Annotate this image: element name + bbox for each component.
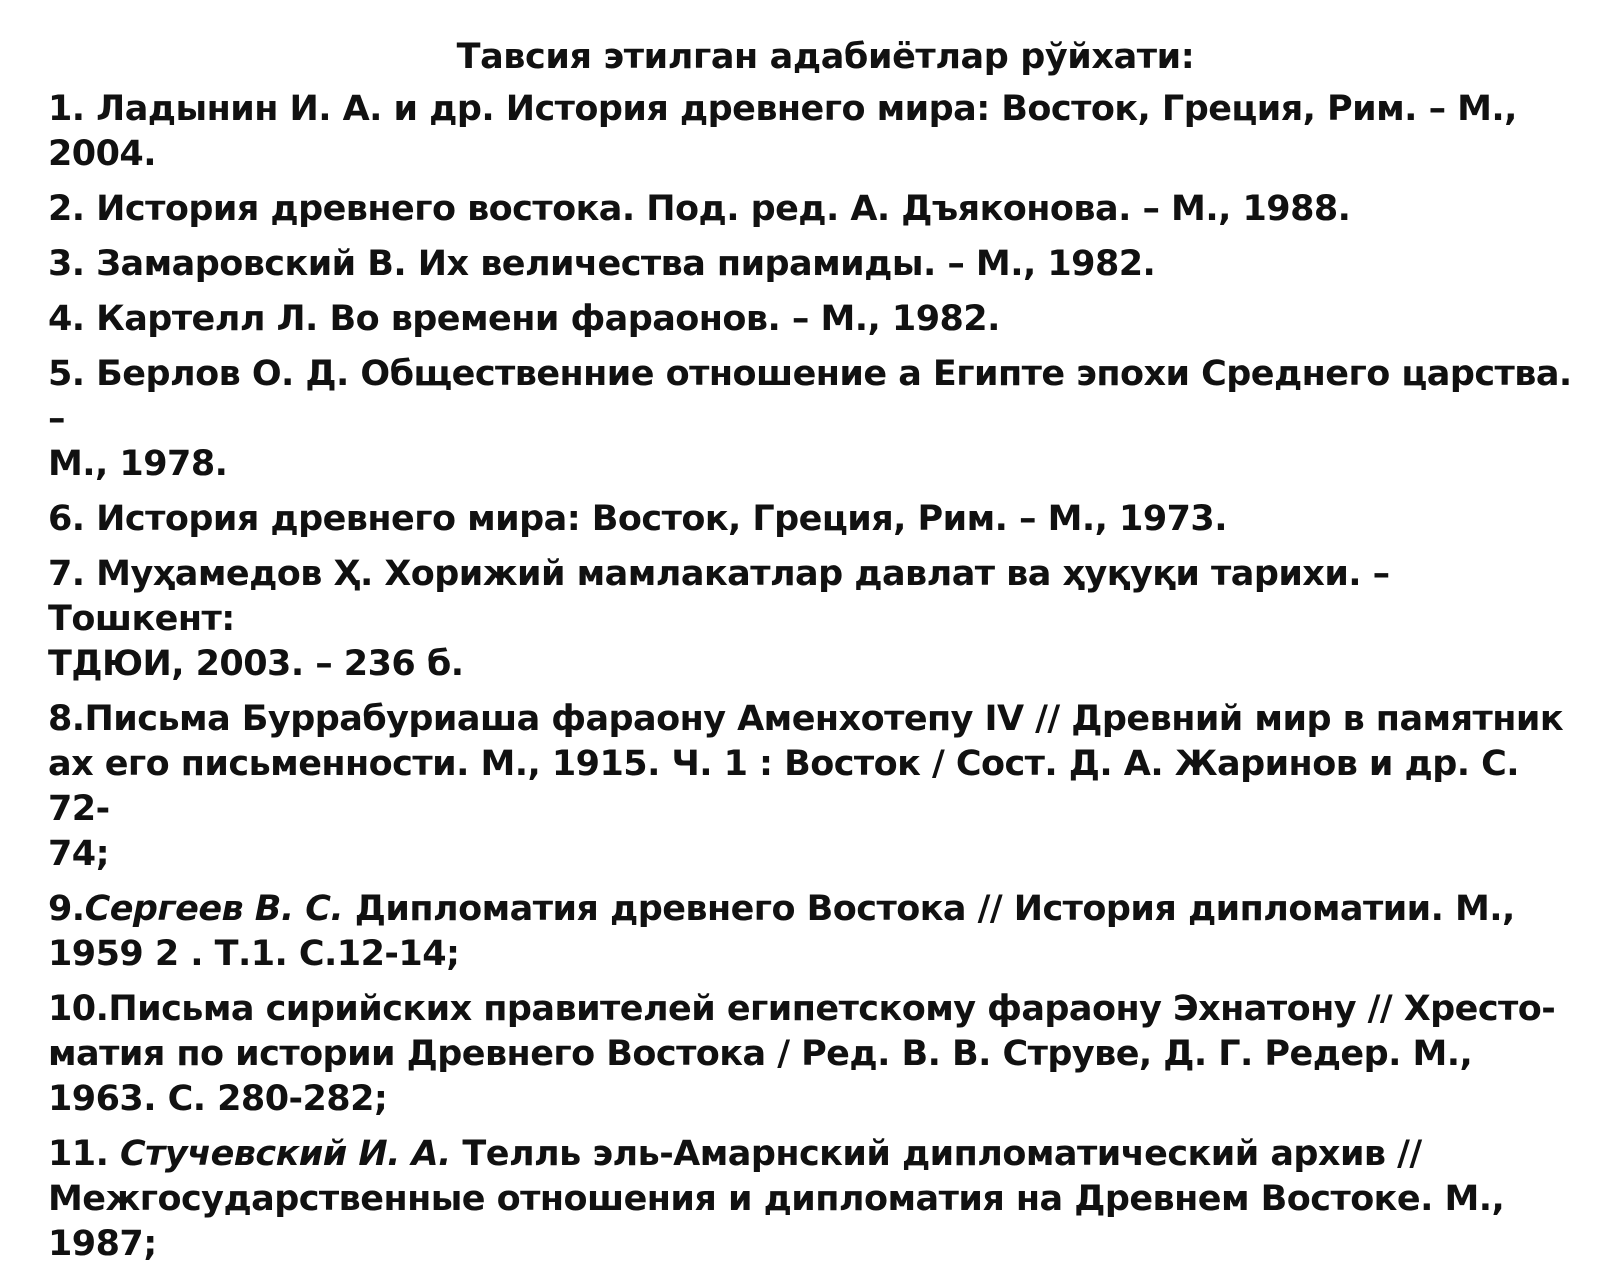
- reference-line: 5. Берлов О. Д. Общественние отношение а Египте эпохи Среднего царства. –: [48, 354, 1572, 439]
- reference-number: 9.: [48, 889, 85, 929]
- page-title: Тавсия этилган адабиётлар рўйхати:: [456, 37, 1195, 77]
- reference-line: 8.Письма Буррабуриаша фараону Аменхотепу IV // Древний мир в памятник: [48, 699, 1564, 739]
- reference-line: 6. История древнего мира: Восток, Греция, Рим. – М., 1973.: [48, 499, 1227, 539]
- reference-item: [48, 352, 1573, 487]
- reference-line: 1959 2 . Т.1. С.12-14;: [48, 934, 460, 974]
- reference-line: 2. История древнего востока. Под. ред. А. Дъяконова. – М., 1988.: [48, 189, 1351, 229]
- reference-line: 4. Картелл Л. Во времени фараонов. – М., 1982.: [48, 299, 1000, 339]
- reference-item: [48, 297, 1573, 342]
- reference-author: Стучевский И. А.: [120, 1134, 451, 1174]
- reference-line: 3. Замаровский В. Их величества пирамиды. – М., 1982.: [48, 244, 1156, 284]
- reference-item: [48, 497, 1573, 542]
- reference-line: 7. Муҳамедов Ҳ. Хорижий мамлакатлар давлат ва ҳуқуқи тарихи. – Тошкент:: [48, 554, 1390, 639]
- reference-item: [48, 87, 1573, 177]
- reference-number: 11.: [48, 1134, 120, 1174]
- reference-item: [48, 987, 1573, 1122]
- reference-item: [48, 242, 1573, 287]
- reference-item: [48, 887, 1573, 977]
- reference-line: 1. Ладынин И. А. и др. История древнего мира: Восток, Греция, Рим. – М.,: [48, 89, 1517, 129]
- slide: [48, 33, 1573, 1277]
- reference-line: Межгосударственные отношения и дипломатия на Древнем Востоке. М.,: [48, 1179, 1505, 1219]
- reference-line: М., 1978.: [48, 444, 228, 484]
- reference-line: ах его письменности. М., 1915. Ч. 1 : Восток / Сост. Д. А. Жаринов и др. С. 72-: [48, 744, 1520, 829]
- reference-list: [48, 87, 1573, 1267]
- reference-line: 1987;: [48, 1224, 157, 1264]
- reference-line: Дипломатия древнего Востока // История дипломатии. М.,: [343, 889, 1515, 929]
- reference-line: 2004.: [48, 134, 156, 174]
- reference-line: Телль эль-Амарнский дипломатический архив //: [450, 1134, 1422, 1174]
- reference-item: [48, 187, 1573, 232]
- reference-line: 74;: [48, 834, 110, 874]
- reference-line: матия по истории Древнего Востока / Ред. В. В. Струве, Д. Г. Редер. М.,: [48, 1034, 1473, 1074]
- reference-line: ТДЮИ, 2003. – 236 б.: [48, 644, 464, 684]
- reference-line: 1963. С. 280-282;: [48, 1079, 388, 1119]
- reference-author: Сергеев В. С.: [84, 889, 344, 929]
- reference-item: [48, 552, 1573, 687]
- reference-item: [48, 697, 1573, 877]
- reference-line: 10.Письма сирийских правителей египетскому фараону Эхнатону // Хресто-: [48, 989, 1556, 1029]
